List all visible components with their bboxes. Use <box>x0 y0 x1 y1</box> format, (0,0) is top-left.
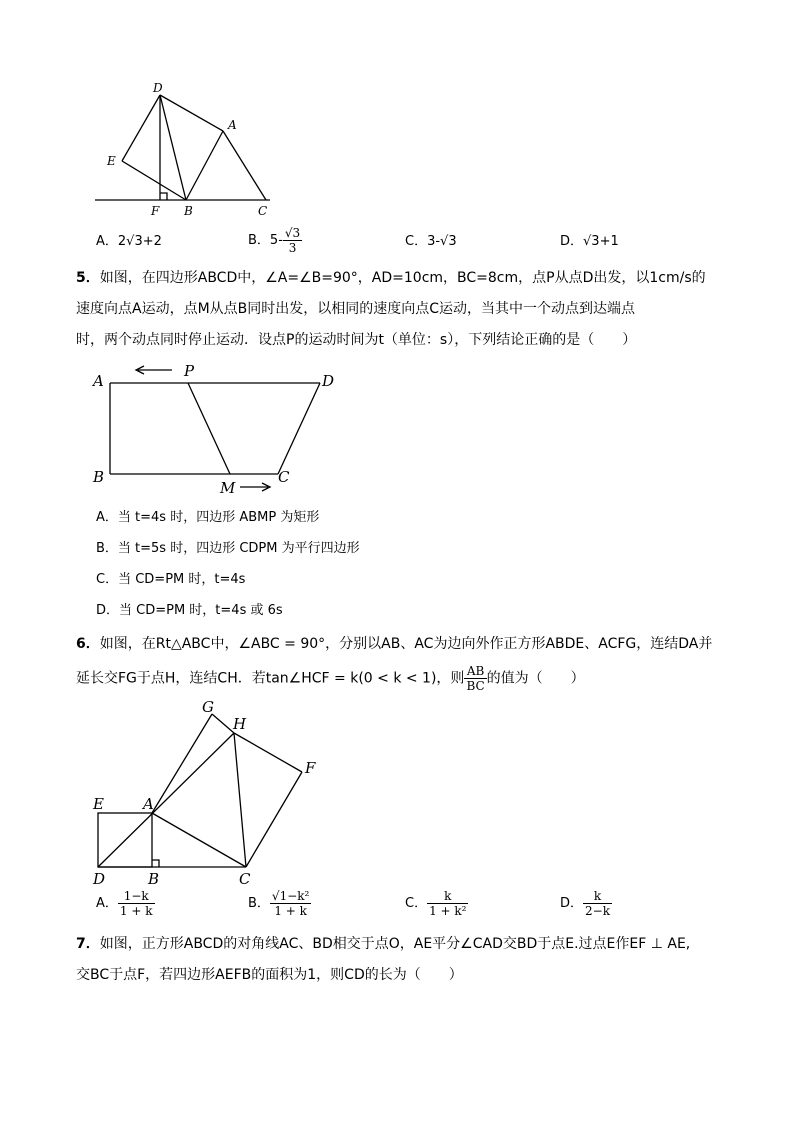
label-E: E <box>93 795 104 813</box>
segment-AC <box>223 131 266 200</box>
q4-option-a: A．2√3+2 <box>96 234 162 249</box>
label-C: C <box>278 468 290 486</box>
segment-DH <box>98 733 234 867</box>
q7-line-1: 7．如图，正方形ABCD的对角线AC、BD相交于点O，AE平分∠CAD交BD于点E.过点E作EF ⊥ AE, <box>76 936 691 952</box>
segment-DA <box>160 95 223 131</box>
label-E: E <box>107 154 116 168</box>
segment-PM <box>188 383 230 474</box>
label-D: D <box>153 81 163 95</box>
label-G: G <box>202 698 214 716</box>
q5-line-1: 5．如图，在四边形ABCD中，∠A=∠B=90°，AD=10cm，BC=8cm，点P从点D出发，以1cm/s的 <box>76 270 706 286</box>
label-A: A <box>228 118 237 132</box>
q5-option-d: D．当 CD=PM 时，t=4s 或 6s <box>96 603 283 618</box>
label-F: F <box>305 759 316 777</box>
q5-option-c: C．当 CD=PM 时，t=4s <box>96 572 246 587</box>
label-A: A <box>93 372 104 390</box>
segment-DE <box>122 95 160 161</box>
segment-FC <box>246 772 302 867</box>
q6-option-b: B． $\frac{\text{√1−k²}}{1 + k}$ <box>248 889 310 918</box>
segment-EB <box>122 161 186 200</box>
label-B: B <box>93 468 105 486</box>
label-C: C <box>239 870 251 888</box>
q6-option-d: D． $\frac{k}{2-k}$ <box>560 889 610 918</box>
label-B: B <box>148 870 160 888</box>
label-B: B <box>184 204 193 218</box>
segment-DB <box>160 95 186 200</box>
q4-option-d: D．√3+1 <box>560 234 619 249</box>
q6-line-2: 延长交FG于点H，连结CH．若tan∠HCF = k(0 < k < 1)，则 $\frac{AB}{BC}$ 的值为（ ） <box>76 664 585 693</box>
q4-figure <box>90 78 290 223</box>
q6-line-1: 6．如图，在Rt△ABC中，∠ABC = 90°，分别以AB、AC为边向外作正方形ABDE、ACFG，连结DA并 <box>76 636 713 652</box>
q6-option-c: C． $\frac{k}{\text{1 + k²}}$ <box>405 889 467 918</box>
q6-option-a: A． $\frac{1-k}{1 + k}$ <box>96 889 153 918</box>
label-H: H <box>233 715 247 733</box>
q4-option-b: B．5- $\frac{√3}{3}$ <box>248 226 301 255</box>
q6-figure <box>88 698 328 888</box>
label-A: A <box>143 795 154 813</box>
segment-HC <box>234 733 246 867</box>
q5-figure <box>88 360 348 495</box>
label-M: M <box>220 479 236 497</box>
q7-line-2: 交BC于点F，若四边形AEFB的面积为1，则CD的长为（ ） <box>76 967 463 983</box>
q5-line-2: 速度向点A运动，点M从点B同时出发，以相同的速度向点C运动，当其中一个动点到达端点 <box>76 301 636 317</box>
segment-GH <box>212 714 234 733</box>
q5-number: 5． <box>76 270 100 286</box>
segment-BA <box>186 131 223 200</box>
right-angle-mark <box>160 193 167 200</box>
segment-DC <box>278 383 320 474</box>
q5-line-3: 时，两个动点同时停止运动．设点P的运动时间为t（单位：s），下列结论正确的是（ ） <box>76 332 637 348</box>
q6-number: 6． <box>76 636 100 652</box>
label-F: F <box>151 204 160 218</box>
q4-option-c: C．3-√3 <box>405 234 457 249</box>
label-C: C <box>258 204 268 218</box>
q5-option-a: A．当 t=4s 时，四边形 ABMP 为矩形 <box>96 510 320 525</box>
right-angle-mark <box>152 860 159 867</box>
label-P: P <box>184 362 195 380</box>
q5-option-b: B．当 t=5s 时，四边形 CDPM 为平行四边形 <box>96 541 360 556</box>
q7-number: 7． <box>76 936 100 952</box>
label-D: D <box>93 870 106 888</box>
segment-HF <box>234 733 302 772</box>
segment-AC <box>152 813 246 867</box>
label-D: D <box>322 372 335 390</box>
